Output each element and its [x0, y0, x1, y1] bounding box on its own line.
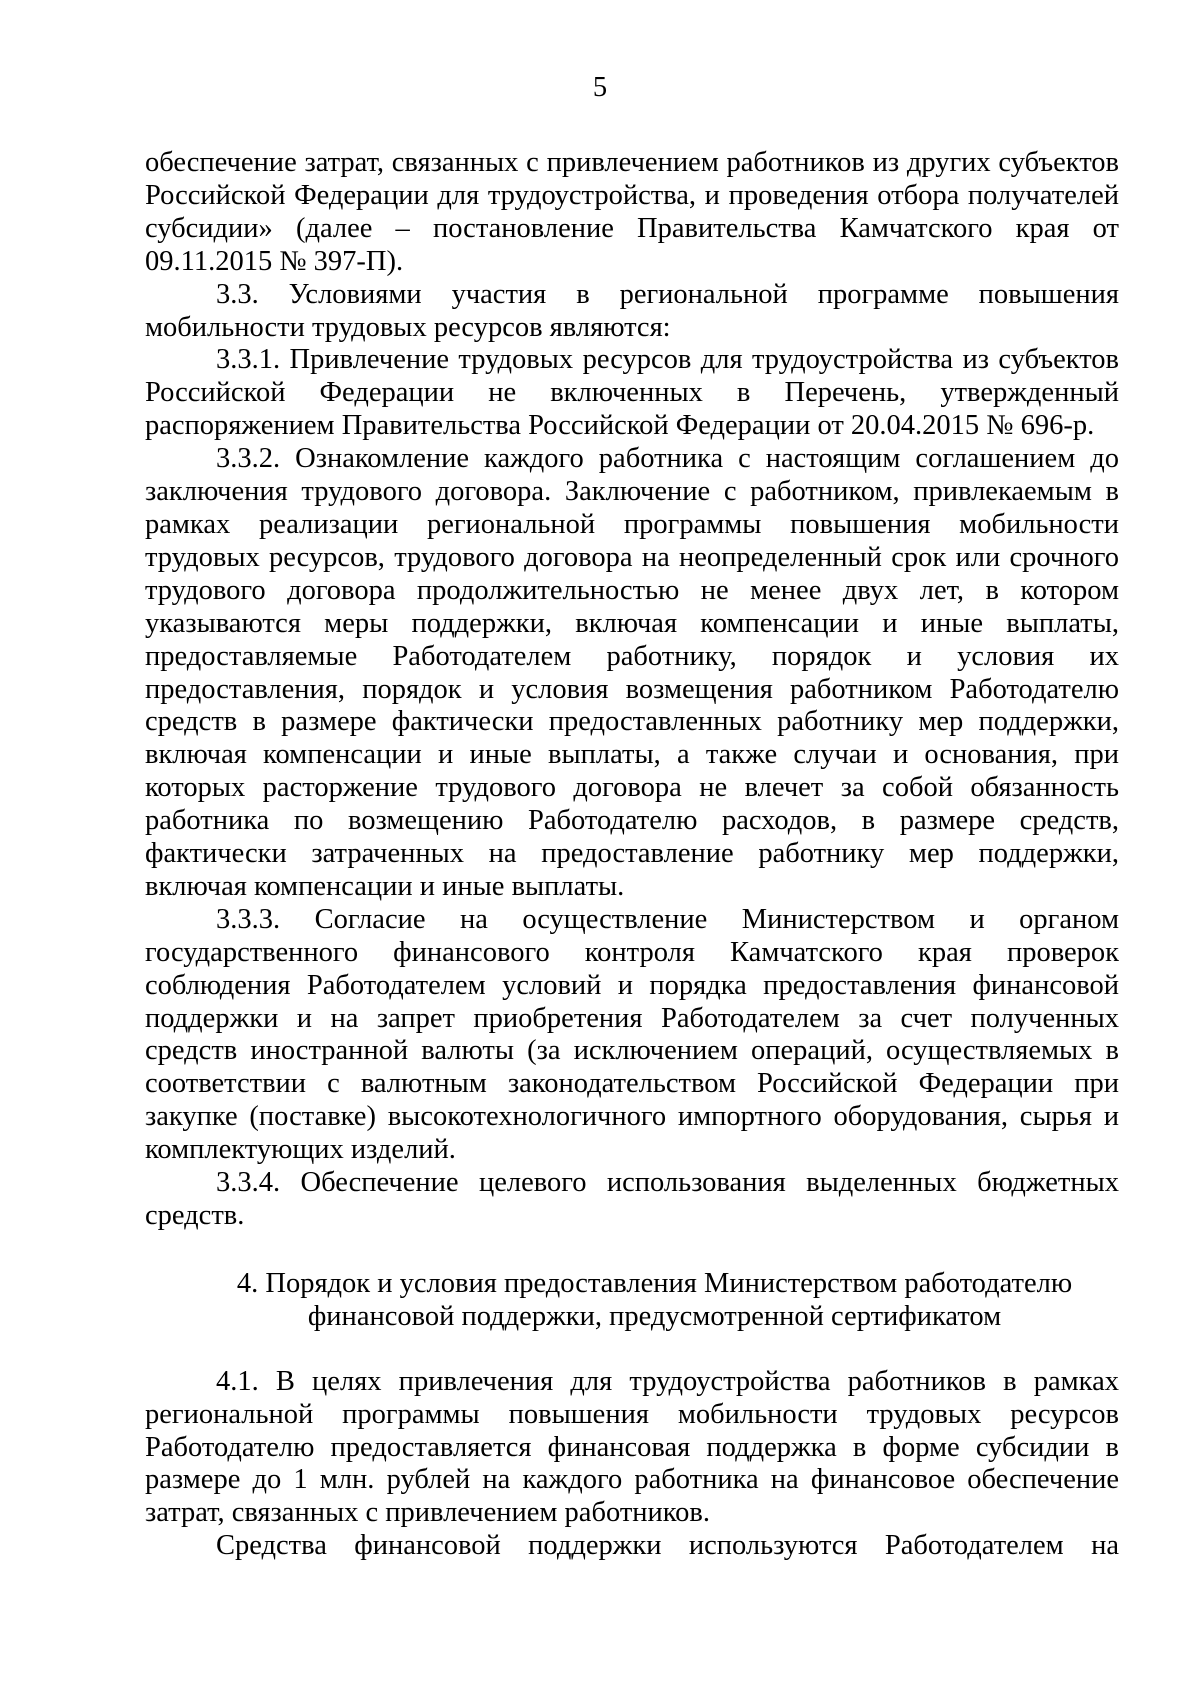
paragraph-3-3-4: 3.3.4. Обеспечение целевого использования выделенных бюджетных средств.	[145, 1167, 1119, 1231]
section-heading-line-1: 4. Порядок и условия предоставления Министерством работодателю	[236, 1267, 1073, 1299]
paragraph-3-3-3: 3.3.3. Согласие на осуществление Министерством и органом государственного финансового контроля Камчатского края проверок соблюдения Работодателем условий и порядка предоставления финансовой поддержки и на запрет приобретения Работодателем за счет полученных средств иностранной валюты (за исключением операций, осуществляемых в соответствии с валютным законодательством Российской Федерации при закупке (поставке) высокотехнологичного импортного оборудования, сырья и комплектующих изделий.	[145, 903, 1119, 1166]
paragraph-3-3: 3.3. Условиями участия в региональной программе повышения мобильности трудовых ресурсов являются:	[145, 278, 1119, 343]
paragraph-3-3-2: 3.3.2. Ознакомление каждого работника с настоящим соглашением до заключения трудового договора. Заключение с работником, привлекаемым в рамках реализации региональной программы повышения мобильности трудовых ресурсов, трудового договора на неопределенный срок или срочного трудового договора продолжительностью не менее двух лет, в котором указываются меры поддержки, включая компенсации и иные выплаты, предоставляемые Работодателем работнику, порядок и условия их предоставления, порядок и условия возмещения работником Работодателю средств в размере фактически предоставленных работнику мер поддержки, включая компенсации и иные выплаты, а также случаи и основания, при которых расторжение трудового договора не влечет за собой обязанность работника по возмещению Работодателю расходов, в размере средств, фактически затраченных на предоставление работнику мер поддержки, включая компенсации и иные выплаты.	[145, 443, 1119, 902]
page-number: 5	[592, 72, 608, 103]
paragraph-continuation: обеспечение затрат, связанных с привлечением работников из других субъектов Российской Федерации для трудоустройства, и проведения отбора получателей субсидии» (далее – постановление Правительства Камчатского края от 09.11.2015 № 397-П).	[145, 147, 1119, 277]
paragraph-funds-usage: Средства финансовой поддержки используются Работодателем на	[216, 1530, 1119, 1562]
document-body	[145, 147, 1119, 1563]
paragraph-3-3-1: 3.3.1. Привлечение трудовых ресурсов для трудоустройства из субъектов Российской Федерации не включенных в Перечень, утвержденный распоряжением Правительства Российской Федерации от 20.04.2015 № 696-р.	[145, 344, 1119, 442]
section-heading-line-2: финансовой поддержки, предусмотренной сертификатом	[307, 1300, 1002, 1332]
section-4-heading	[145, 1268, 1119, 1334]
paragraph-4-1: 4.1. В целях привлечения для трудоустройства работников в рамках региональной программы повышения мобильности трудовых ресурсов Работодателю предоставляется финансовая поддержка в форме субсидии в размере до 1 млн. рублей на каждого работника на финансовое обеспечение затрат, связанных с привлечением работников.	[145, 1365, 1119, 1529]
